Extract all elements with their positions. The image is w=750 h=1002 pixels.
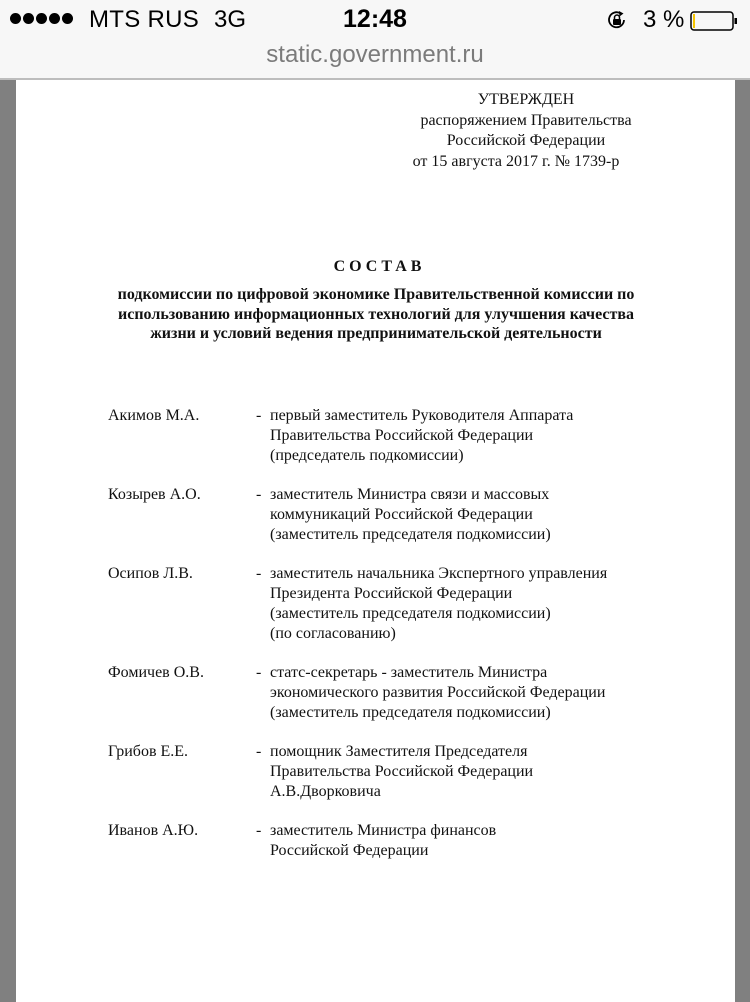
member-dash: -: [256, 664, 262, 681]
member-role: [270, 742, 708, 802]
member-dash: -: [256, 822, 262, 839]
member-role: [270, 406, 708, 466]
member-role: [270, 821, 708, 861]
member-name: Иванов А.Ю.: [108, 822, 199, 839]
document-page: [16, 80, 735, 1002]
status-time: 12:48: [343, 5, 407, 33]
battery-icon: [690, 10, 738, 32]
member-name: Фомичев О.В.: [108, 664, 204, 681]
member-row: [108, 406, 708, 466]
member-role-line: заместитель начальника Экспертного управления: [270, 565, 608, 582]
status-bar: [0, 0, 750, 40]
url-text[interactable]: static.government.ru: [266, 41, 484, 68]
member-role-line: Правительства Российской Федерации: [270, 427, 534, 444]
approval-stamp: [396, 90, 656, 172]
member-row: [108, 485, 708, 545]
member-dash: -: [256, 407, 262, 424]
member-row: [108, 821, 708, 861]
members-list: [108, 406, 708, 880]
orientation-lock-icon: [606, 9, 628, 31]
document-title: СОСТАВ: [333, 258, 426, 275]
member-dash: -: [256, 743, 262, 760]
battery-fill: [693, 14, 695, 28]
member-role-line: заместитель Министра связи и массовых: [270, 486, 550, 503]
member-name: Акимов М.А.: [108, 407, 200, 424]
member-role-line: (заместитель председателя подкомиссии): [270, 605, 551, 622]
member-role-line: (заместитель председателя подкомиссии): [270, 526, 551, 543]
member-role-line: помощник Заместителя Председателя: [270, 743, 528, 760]
member-role-line: коммуникаций Российской Федерации: [270, 506, 533, 523]
member-role-line: Российской Федерации: [270, 842, 429, 859]
network-type: 3G: [214, 6, 247, 33]
member-name: Козырев А.О.: [108, 486, 201, 503]
member-role-line: статс-секретарь - заместитель Министра: [270, 664, 548, 681]
member-row: [108, 663, 708, 723]
pdf-viewer[interactable]: [0, 80, 750, 1002]
member-role: [270, 564, 708, 644]
approval-line: Российской Федерации: [446, 132, 606, 149]
member-role-line: заместитель Министра финансов: [270, 822, 497, 839]
member-role-line: Правительства Российской Федерации: [270, 763, 534, 780]
member-role-line: А.В.Дворковича: [270, 783, 381, 800]
member-role-line: (по согласованию): [270, 625, 396, 642]
member-role-line: экономического развития Российской Федерации: [270, 684, 606, 701]
battery-percent: 3 %: [643, 6, 685, 33]
member-role-line: (заместитель председателя подкомиссии): [270, 704, 551, 721]
member-name: Осипов Л.В.: [108, 565, 193, 582]
member-dash: -: [256, 565, 262, 582]
member-role: [270, 663, 708, 723]
member-row: [108, 742, 708, 802]
member-role-line: (председатель подкомиссии): [270, 447, 464, 464]
approval-date-number: от 15 августа 2017 г. № 1739-р: [412, 152, 620, 170]
document-subtitle: подкомиссии по цифровой экономике Правительственной комиссии по использованию информационных технологий для улучшения качества жизни и условий ведения предпринимательской деятельности: [117, 286, 635, 342]
member-dash: -: [256, 486, 262, 503]
carrier-name: MTS RUS: [89, 6, 200, 33]
member-row: [108, 564, 708, 644]
address-bar[interactable]: [0, 40, 750, 78]
member-name: Грибов Е.Е.: [108, 743, 189, 760]
member-role: [270, 485, 708, 545]
approval-line: распоряжением Правительства: [420, 111, 632, 129]
approval-heading: УТВЕРЖДЕН: [477, 91, 575, 108]
member-role-line: первый заместитель Руководителя Аппарата: [270, 407, 574, 424]
member-role-line: Президента Российской Федерации: [270, 585, 513, 602]
